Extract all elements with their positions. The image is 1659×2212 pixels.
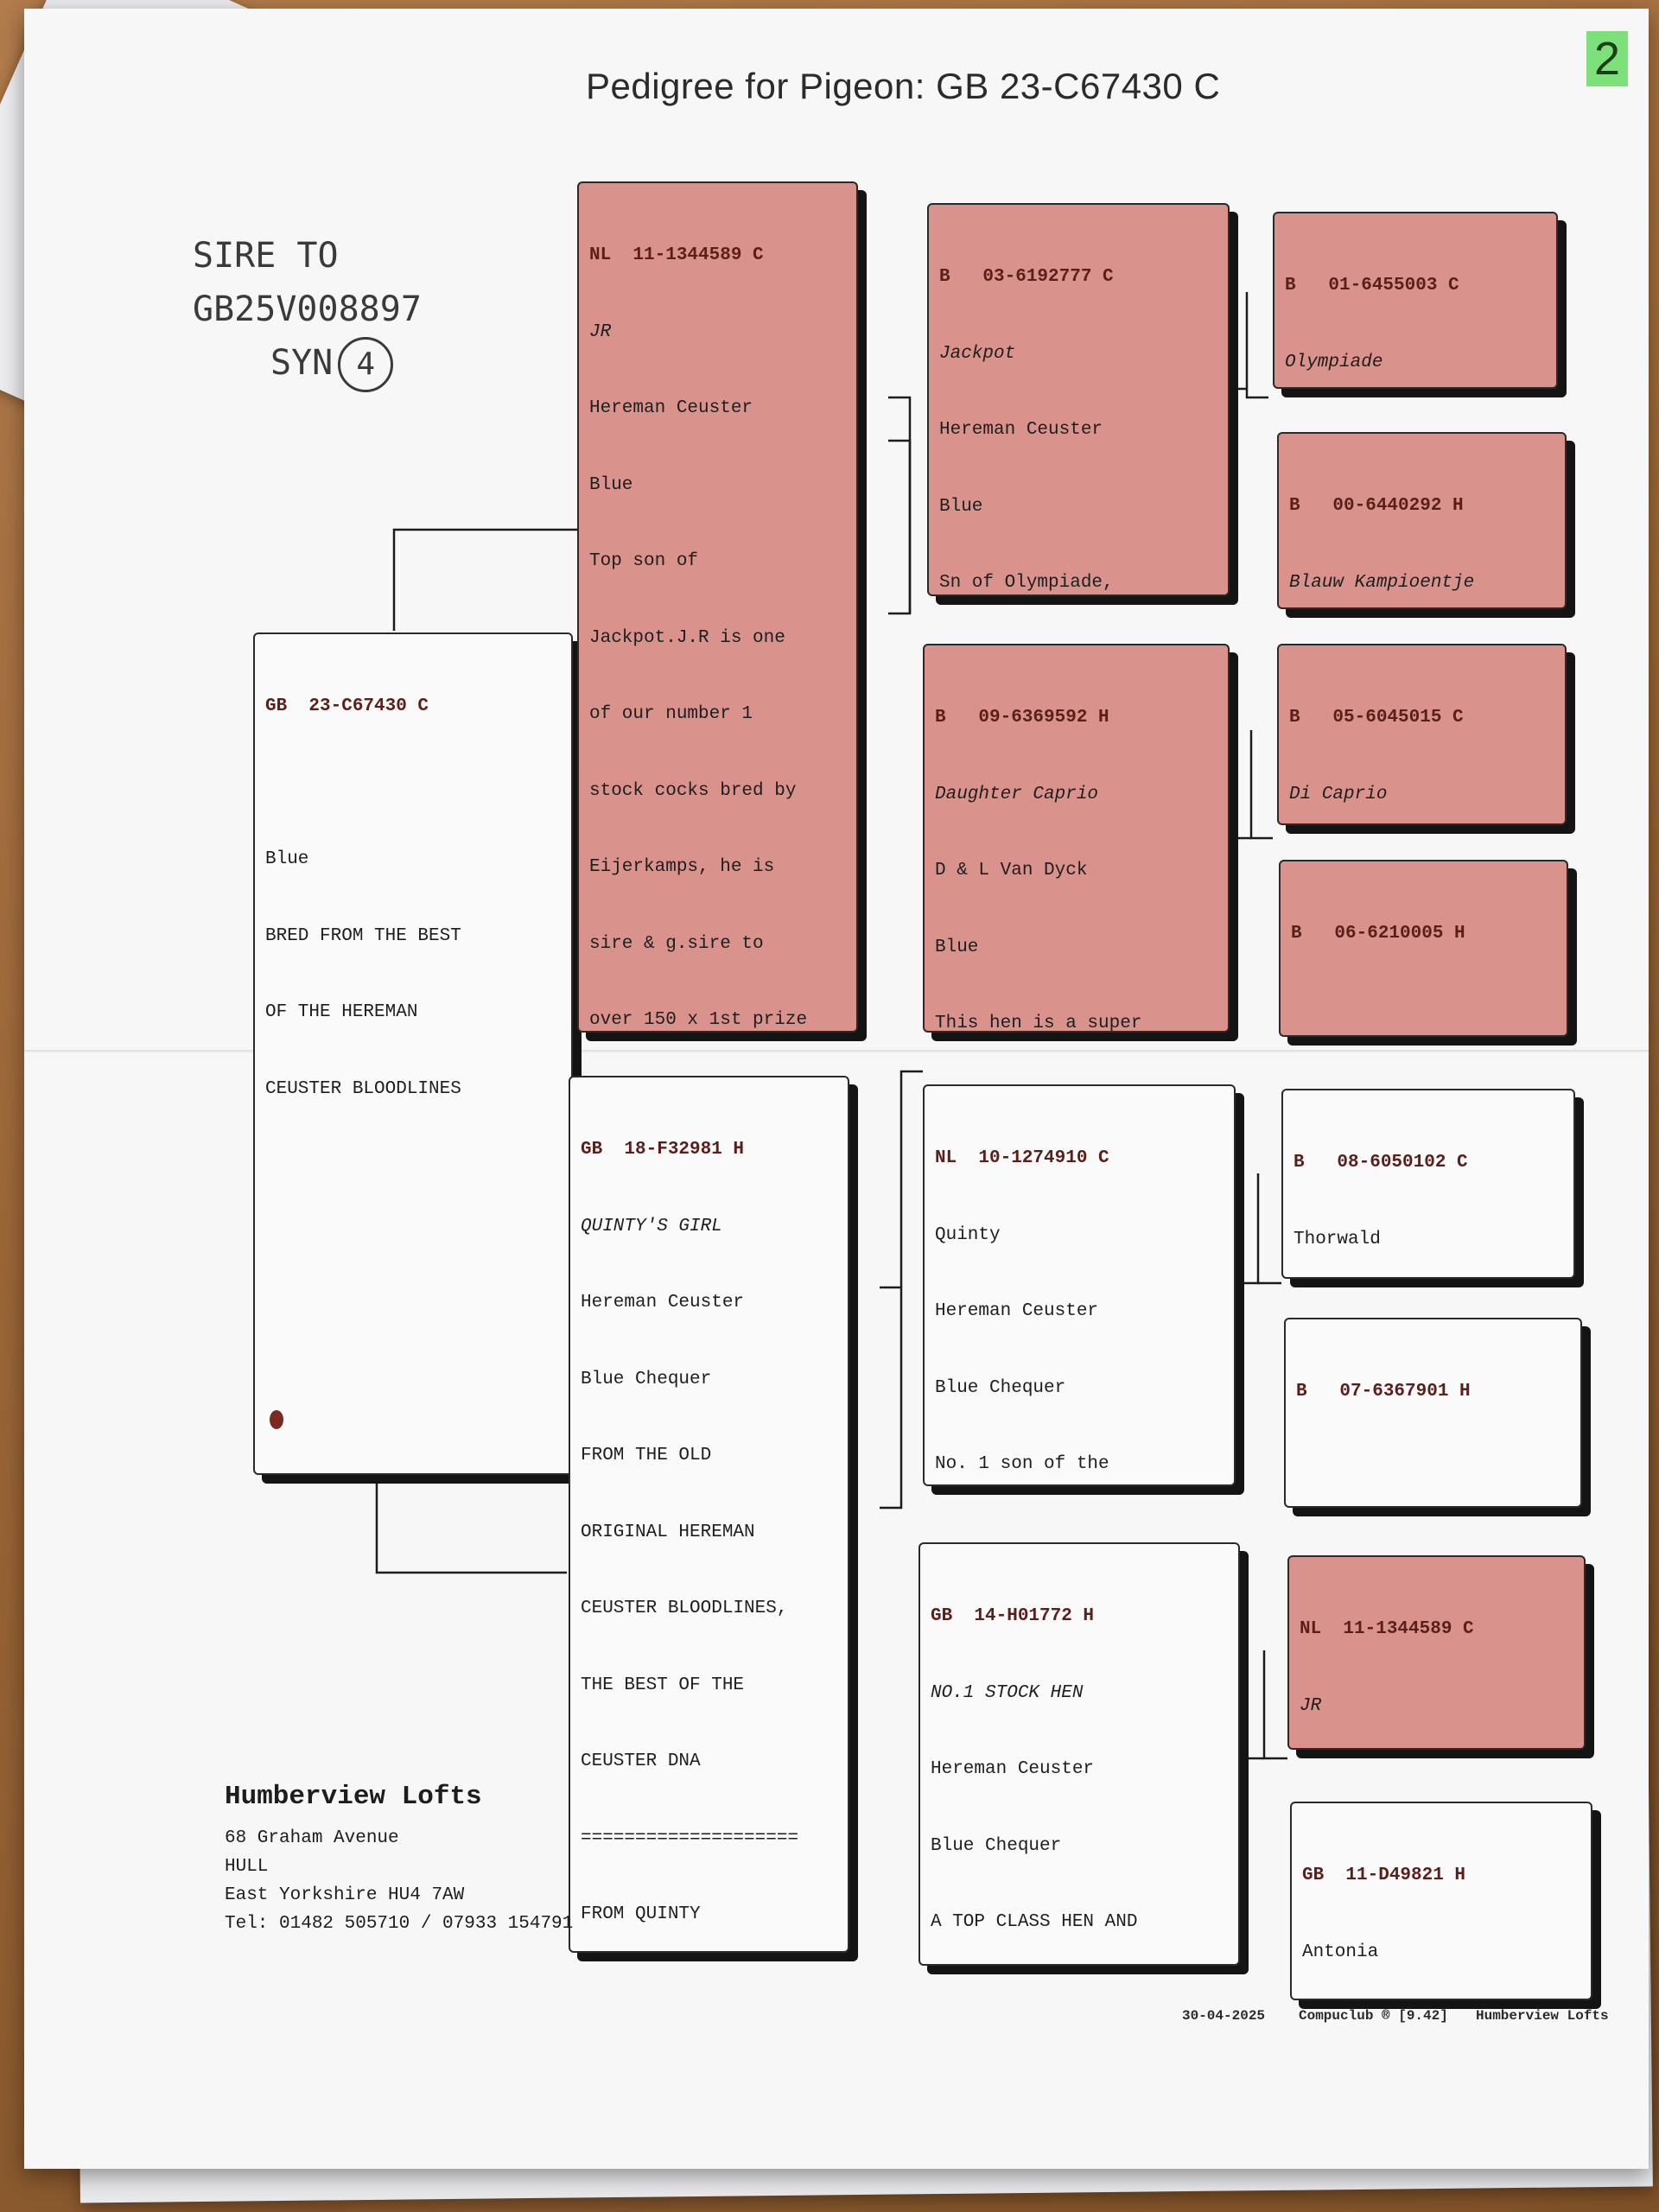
page-number-label: 2 (1586, 31, 1628, 86)
dam-dam-card (918, 1542, 1240, 1966)
ring-number: NL 10-1274910 C (935, 1148, 1109, 1168)
great-grandparent-card (1279, 860, 1568, 1037)
great-grandparent-card (1281, 1089, 1575, 1279)
card-line: Blue Chequer (931, 1835, 1062, 1856)
dam-sire-card (923, 1084, 1236, 1486)
card-line: Daughter Caprio (935, 784, 1099, 804)
card-line: Eijerkamps, he is (589, 857, 775, 877)
great-grandparent-card (1284, 1318, 1582, 1508)
ring-number: GB 23-C67430 C (265, 696, 429, 716)
card-line: Antonia (1302, 1942, 1379, 1962)
ring-number: B 08-6050102 C (1294, 1153, 1468, 1173)
card-line: FROM QUINTY (581, 1904, 701, 1924)
ring-number: B 03-6192777 C (939, 267, 1114, 287)
note-line: SIRE TO (193, 236, 339, 276)
great-grandparent-card (1290, 1802, 1592, 2000)
ring-number: B 00-6440292 H (1289, 496, 1464, 516)
card-line: Hereman Ceuster (935, 1301, 1099, 1321)
card-line: JR (589, 321, 612, 342)
card-line: Jackpot (939, 343, 1016, 364)
card-line: Hereman Ceuster (939, 420, 1103, 440)
loft-name: Humberview Lofts (225, 1782, 482, 1812)
card-line: THE BEST OF THE (581, 1675, 745, 1695)
card-line: Blue Chequer (581, 1369, 712, 1389)
card-line: Quinty (935, 1224, 1001, 1245)
card-line: Blue (935, 937, 979, 957)
card-line: CEUSTER BLOODLINES, (581, 1599, 788, 1618)
card-line: Olympiade (1285, 352, 1383, 372)
address-line: Tel: 01482 505710 / 07933 154791 (225, 1914, 574, 1934)
great-grandparent-card (1287, 1555, 1586, 1750)
card-line: A TOP CLASS HEN AND (931, 1912, 1138, 1932)
footer-owner: Humberview Lofts (1476, 2008, 1609, 2024)
card-line: Jackpot.J.R is one (589, 627, 785, 648)
dam-card (569, 1076, 849, 1953)
ring-number: B 06-6210005 H (1291, 924, 1465, 944)
ring-number: B 05-6045015 C (1289, 708, 1464, 728)
address-line: 68 Graham Avenue (225, 1828, 399, 1848)
ring-number: GB 14-H01772 H (931, 1606, 1095, 1626)
card-line: Hereman Ceuster (581, 1293, 745, 1313)
card-line: Di Caprio (1289, 784, 1388, 804)
card-line: OF THE HEREMAN (265, 1002, 418, 1022)
card-line: CEUSTER DNA (581, 1751, 701, 1771)
ring-number: GB 18-F32981 H (581, 1140, 745, 1160)
page-title: Pedigree for Pigeon: GB 23-C67430 C (586, 66, 1221, 106)
card-line: ==================== (581, 1827, 799, 1848)
card-line: Hereman Ceuster (589, 398, 753, 418)
loft-contact (225, 1782, 573, 1938)
card-line: Blue Chequer (935, 1377, 1066, 1398)
card-line (265, 771, 561, 797)
ring-number: B 01-6455003 C (1285, 276, 1459, 296)
card-line: D & L Van Dyck (935, 861, 1088, 880)
great-grandparent-card (1273, 212, 1558, 389)
card-line: of our number 1 (589, 704, 753, 724)
card-line: This hen is a super (935, 1014, 1142, 1033)
card-line: Hereman Ceuster (931, 1759, 1095, 1779)
ring-number: GB 11-D49821 H (1302, 1866, 1466, 1885)
ring-number: NL 11-1344589 C (1300, 1619, 1474, 1639)
card-line (1296, 1456, 1570, 1482)
ring-number: B 09-6369592 H (935, 708, 1109, 728)
card-line: Blauw Kampioentje (1289, 572, 1475, 593)
note-line: GB25V008897 (193, 289, 422, 329)
sire-dam-card (923, 644, 1230, 1033)
card-line: QUINTY'S GIRL (581, 1216, 722, 1236)
address-line: HULL (225, 1857, 269, 1877)
card-line: Blue (265, 849, 309, 869)
card-line: Blue (939, 496, 983, 517)
pedigree-sheet (24, 9, 1649, 2169)
sire-sire-card (927, 203, 1230, 596)
card-line: Blue (589, 474, 633, 495)
red-mark (270, 1410, 283, 1429)
footer-date: 30-04-2025 (1182, 2008, 1266, 2024)
ring-number: B 07-6367901 H (1296, 1382, 1471, 1402)
sire-card (577, 181, 858, 1033)
footer-software: Compuclub ® [9.42] (1299, 2008, 1448, 2024)
card-line: ORIGINAL HEREMAN (581, 1522, 755, 1542)
great-grandparent-card (1277, 644, 1567, 825)
card-line: Top son of (589, 551, 699, 571)
ring-number: NL 11-1344589 C (589, 245, 764, 265)
card-line (1291, 998, 1556, 1024)
circled-number: 4 (338, 337, 393, 392)
card-line: CEUSTER BLOODLINES (265, 1078, 461, 1099)
card-line: FROM THE OLD (581, 1446, 712, 1465)
card-line: NO.1 STOCK HEN (931, 1682, 1084, 1703)
card-line: over 150 x 1st prize (589, 1010, 808, 1030)
card-line: Thorwald (1294, 1229, 1381, 1249)
card-line: BRED FROM THE BEST (265, 925, 461, 946)
subject-pigeon-card (253, 632, 573, 1475)
card-line: No. 1 son of the (935, 1454, 1109, 1474)
note-syn: SYN (270, 343, 334, 383)
card-line: JR (1300, 1695, 1322, 1716)
card-line: Sn of Olympiade, (939, 573, 1114, 593)
address-line: East Yorkshire HU4 7AW (225, 1885, 465, 1905)
card-line: sire & g.sire to (589, 933, 764, 954)
great-grandparent-card (1277, 432, 1567, 609)
card-line: stock cocks bred by (589, 780, 797, 801)
